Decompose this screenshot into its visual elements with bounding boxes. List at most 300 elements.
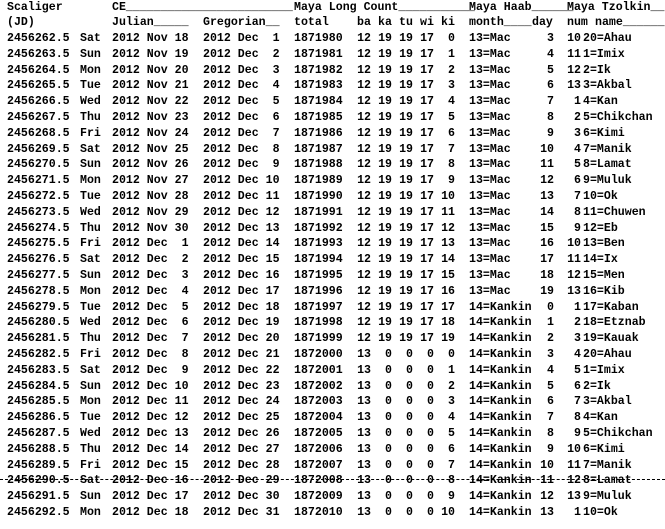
cell-total: 1871984 bbox=[294, 95, 343, 109]
cell-tzolkin-num: 12 bbox=[567, 269, 581, 282]
cell-wi: 0 bbox=[427, 474, 434, 488]
cell-gregorian: 2012 Dec 21 bbox=[203, 348, 280, 361]
cell-wi: 17 bbox=[420, 79, 434, 93]
cell-ba: 12 bbox=[357, 269, 371, 282]
cell-ba: 13 bbox=[357, 506, 371, 519]
table-row bbox=[0, 489, 665, 505]
cell-total: 1872007 bbox=[294, 458, 343, 472]
cell-gregorian: 2012 Dec 10 bbox=[203, 174, 280, 188]
cell-ka: 19 bbox=[378, 269, 392, 282]
cell-weekday: Fri bbox=[80, 348, 101, 361]
header-month: month____ bbox=[469, 16, 532, 29]
cell-ba: 12 bbox=[357, 205, 371, 219]
cell-total: 1871980 bbox=[294, 32, 343, 45]
cell-haab-month: 14=Kankin bbox=[469, 427, 532, 440]
cell-tzolkin-name: 7=Manik bbox=[583, 142, 632, 156]
cell-tzolkin-name: 12=Eb bbox=[583, 221, 618, 235]
cell-ka: 0 bbox=[385, 490, 392, 504]
cell-wi: 17 bbox=[420, 95, 434, 109]
cell-haab-day: 13 bbox=[540, 190, 554, 203]
cell-tu: 0 bbox=[406, 458, 413, 472]
cell-haab-day: 10 bbox=[540, 458, 554, 472]
cell-ba: 12 bbox=[357, 63, 371, 77]
cell-ki: 9 bbox=[448, 174, 455, 188]
cell-ba: 13 bbox=[357, 427, 371, 440]
cell-haab-day: 7 bbox=[547, 411, 554, 425]
cell-ki: 15 bbox=[441, 269, 455, 282]
cell-ki: 10 bbox=[441, 190, 455, 203]
cell-haab-month: 13=Mac bbox=[469, 174, 511, 188]
cell-gregorian: 2012 Dec 29 bbox=[203, 474, 280, 488]
cell-haab-day: 10 bbox=[540, 142, 554, 156]
cell-tu: 0 bbox=[406, 379, 413, 393]
header-gregorian: Gregorian__ bbox=[203, 16, 280, 29]
cell-ka: 19 bbox=[378, 253, 392, 267]
cell-jd: 2456269.5 bbox=[7, 142, 70, 156]
cell-jd: 2456286.5 bbox=[7, 411, 70, 425]
cell-tzolkin-num: 2 bbox=[574, 111, 581, 124]
cell-haab-day: 16 bbox=[540, 237, 554, 251]
cell-haab-month: 14=Kankin bbox=[469, 348, 532, 361]
table-row bbox=[0, 78, 665, 94]
cell-julian: 2012 Dec 4 bbox=[112, 284, 189, 298]
table-row bbox=[0, 189, 665, 205]
cell-haab-month: 13=Mac bbox=[469, 32, 511, 45]
cell-ba: 13 bbox=[357, 379, 371, 393]
cell-total: 1872006 bbox=[294, 442, 343, 456]
cell-tu: 19 bbox=[399, 269, 413, 282]
cell-total: 1871991 bbox=[294, 205, 343, 219]
cell-tzolkin-num: 10 bbox=[567, 442, 581, 456]
cell-haab-day: 12 bbox=[540, 490, 554, 504]
cell-total: 1871994 bbox=[294, 253, 343, 267]
cell-ka: 0 bbox=[385, 442, 392, 456]
table-row bbox=[0, 63, 665, 79]
cell-ka: 0 bbox=[385, 395, 392, 409]
cell-wi: 17 bbox=[420, 32, 434, 45]
cell-weekday: Thu bbox=[80, 221, 101, 235]
cell-gregorian: 2012 Dec 9 bbox=[203, 158, 280, 172]
cell-gregorian: 2012 Dec 27 bbox=[203, 442, 280, 456]
cell-wi: 17 bbox=[420, 47, 434, 61]
table-row bbox=[0, 300, 665, 316]
cell-haab-day: 19 bbox=[540, 284, 554, 298]
cell-gregorian: 2012 Dec 22 bbox=[203, 363, 280, 377]
cell-tu: 19 bbox=[399, 158, 413, 172]
cell-julian: 2012 Dec 8 bbox=[112, 348, 189, 361]
cell-ki: 11 bbox=[441, 205, 455, 219]
cell-haab-day: 17 bbox=[540, 253, 554, 267]
cell-haab-month: 13=Mac bbox=[469, 237, 511, 251]
cell-haab-day: 8 bbox=[547, 111, 554, 124]
cell-jd: 2456276.5 bbox=[7, 253, 70, 267]
cell-haab-day: 2 bbox=[547, 332, 554, 346]
cell-wi: 17 bbox=[420, 237, 434, 251]
cell-ba: 13 bbox=[357, 442, 371, 456]
cell-weekday: Wed bbox=[80, 427, 101, 440]
cell-tu: 0 bbox=[406, 348, 413, 361]
cell-haab-month: 13=Mac bbox=[469, 221, 511, 235]
cell-haab-day: 1 bbox=[547, 316, 554, 330]
cell-total: 1871990 bbox=[294, 190, 343, 203]
cell-weekday: Sat bbox=[80, 142, 101, 156]
cell-haab-day: 6 bbox=[547, 79, 554, 93]
cell-wi: 0 bbox=[427, 506, 434, 519]
cell-ka: 19 bbox=[378, 126, 392, 140]
cell-julian: 2012 Nov 21 bbox=[112, 79, 189, 93]
cell-jd: 2456288.5 bbox=[7, 442, 70, 456]
table-row bbox=[0, 205, 665, 221]
cell-tu: 0 bbox=[406, 490, 413, 504]
cell-julian: 2012 Nov 23 bbox=[112, 111, 189, 124]
cell-haab-day: 4 bbox=[547, 363, 554, 377]
cell-julian: 2012 Dec 3 bbox=[112, 269, 189, 282]
cell-ka: 19 bbox=[378, 47, 392, 61]
cell-jd: 2456267.5 bbox=[7, 111, 70, 124]
cell-ki: 8 bbox=[448, 158, 455, 172]
cell-total: 1871987 bbox=[294, 142, 343, 156]
cell-tu: 19 bbox=[399, 205, 413, 219]
cell-weekday: Fri bbox=[80, 237, 101, 251]
cell-gregorian: 2012 Dec 28 bbox=[203, 458, 280, 472]
cell-haab-day: 0 bbox=[547, 300, 554, 314]
cell-gregorian: 2012 Dec 13 bbox=[203, 221, 280, 235]
cell-ki: 3 bbox=[448, 395, 455, 409]
cell-tu: 19 bbox=[399, 300, 413, 314]
cell-weekday: Sat bbox=[80, 363, 101, 377]
cell-julian: 2012 Dec 18 bbox=[112, 506, 189, 519]
cell-tzolkin-name: 6=Kimi bbox=[583, 442, 625, 456]
cell-ka: 19 bbox=[378, 300, 392, 314]
cell-julian: 2012 Dec 9 bbox=[112, 363, 189, 377]
cell-tu: 0 bbox=[406, 506, 413, 519]
cell-jd: 2456281.5 bbox=[7, 332, 70, 346]
cell-wi: 17 bbox=[420, 126, 434, 140]
cell-jd: 2456287.5 bbox=[7, 427, 70, 440]
cell-tzolkin-name: 18=Etznab bbox=[583, 316, 646, 330]
cell-wi: 0 bbox=[427, 442, 434, 456]
cell-wi: 0 bbox=[427, 379, 434, 393]
table-row bbox=[0, 315, 665, 331]
cell-weekday: Tue bbox=[80, 411, 101, 425]
cell-julian: 2012 Nov 24 bbox=[112, 126, 189, 140]
cell-wi: 17 bbox=[420, 158, 434, 172]
cell-weekday: Sun bbox=[80, 47, 101, 61]
cell-tzolkin-num: 6 bbox=[574, 174, 581, 188]
header-jd: (JD) bbox=[7, 16, 35, 29]
cell-tzolkin-num: 4 bbox=[574, 142, 581, 156]
header-ki: ki bbox=[441, 16, 455, 29]
table-row bbox=[0, 236, 665, 252]
cell-haab-month: 13=Mac bbox=[469, 190, 511, 203]
cell-tzolkin-name: 20=Ahau bbox=[583, 348, 632, 361]
cell-ka: 19 bbox=[378, 158, 392, 172]
cell-tzolkin-name: 8=Lamat bbox=[583, 474, 632, 488]
table-row bbox=[0, 410, 665, 426]
cell-haab-month: 13=Mac bbox=[469, 158, 511, 172]
cell-haab-day: 5 bbox=[547, 63, 554, 77]
cell-total: 1871995 bbox=[294, 269, 343, 282]
cell-haab-month: 13=Mac bbox=[469, 284, 511, 298]
cell-ki: 0 bbox=[448, 348, 455, 361]
cell-ki: 8 bbox=[448, 474, 455, 488]
cell-ba: 12 bbox=[357, 32, 371, 45]
cell-ki: 5 bbox=[448, 111, 455, 124]
table-row bbox=[0, 473, 665, 489]
cell-ba: 12 bbox=[357, 174, 371, 188]
table-row bbox=[0, 252, 665, 268]
cell-tzolkin-name: 7=Manik bbox=[583, 458, 632, 472]
cell-haab-day: 15 bbox=[540, 221, 554, 235]
cell-tu: 19 bbox=[399, 332, 413, 346]
cell-ba: 12 bbox=[357, 316, 371, 330]
cell-tu: 0 bbox=[406, 427, 413, 440]
cell-tzolkin-num: 13 bbox=[567, 79, 581, 93]
cell-ka: 19 bbox=[378, 142, 392, 156]
cell-tzolkin-num: 6 bbox=[574, 379, 581, 393]
cell-tu: 19 bbox=[399, 316, 413, 330]
cell-gregorian: 2012 Dec 5 bbox=[203, 95, 280, 109]
cell-total: 1871982 bbox=[294, 63, 343, 77]
cell-gregorian: 2012 Dec 31 bbox=[203, 506, 280, 519]
cell-tu: 0 bbox=[406, 411, 413, 425]
table-row bbox=[0, 126, 665, 142]
cell-ka: 19 bbox=[378, 190, 392, 203]
cell-tzolkin-num: 11 bbox=[567, 458, 581, 472]
cell-jd: 2456278.5 bbox=[7, 284, 70, 298]
cell-haab-day: 8 bbox=[547, 427, 554, 440]
table-row bbox=[0, 347, 665, 363]
cell-ba: 12 bbox=[357, 47, 371, 61]
cell-weekday: Fri bbox=[80, 126, 101, 140]
header-total: total bbox=[294, 16, 329, 29]
cell-gregorian: 2012 Dec 19 bbox=[203, 316, 280, 330]
cell-total: 1871996 bbox=[294, 284, 343, 298]
cell-ka: 19 bbox=[378, 284, 392, 298]
cell-tzolkin-name: 5=Chikchan bbox=[583, 111, 653, 124]
cell-tzolkin-num: 3 bbox=[574, 126, 581, 140]
cell-wi: 17 bbox=[420, 316, 434, 330]
cell-total: 1872001 bbox=[294, 363, 343, 377]
cell-tzolkin-name: 4=Kan bbox=[583, 411, 618, 425]
cell-haab-month: 14=Kankin bbox=[469, 490, 532, 504]
cell-tzolkin-num: 2 bbox=[574, 316, 581, 330]
cell-wi: 17 bbox=[420, 269, 434, 282]
header-row-2 bbox=[0, 15, 665, 31]
cell-haab-day: 11 bbox=[540, 474, 554, 488]
cell-tzolkin-name: 14=Ix bbox=[583, 253, 618, 267]
cell-wi: 17 bbox=[420, 111, 434, 124]
cell-jd: 2456272.5 bbox=[7, 190, 70, 203]
cell-haab-day: 4 bbox=[547, 47, 554, 61]
cell-wi: 0 bbox=[427, 427, 434, 440]
cell-total: 1871988 bbox=[294, 158, 343, 172]
cell-tzolkin-num: 8 bbox=[574, 411, 581, 425]
table-row bbox=[0, 363, 665, 379]
cell-ka: 19 bbox=[378, 111, 392, 124]
cell-tzolkin-num: 12 bbox=[567, 63, 581, 77]
cell-gregorian: 2012 Dec 23 bbox=[203, 379, 280, 393]
cell-wi: 0 bbox=[427, 363, 434, 377]
cell-tzolkin-num: 8 bbox=[574, 205, 581, 219]
cell-ka: 0 bbox=[385, 458, 392, 472]
cell-ba: 13 bbox=[357, 458, 371, 472]
cell-wi: 0 bbox=[427, 458, 434, 472]
cell-wi: 17 bbox=[420, 221, 434, 235]
cell-gregorian: 2012 Dec 16 bbox=[203, 269, 280, 282]
table-row bbox=[0, 505, 665, 521]
cell-total: 1871999 bbox=[294, 332, 343, 346]
cell-ka: 19 bbox=[378, 221, 392, 235]
cell-haab-month: 13=Mac bbox=[469, 142, 511, 156]
cell-haab-day: 11 bbox=[540, 158, 554, 172]
cell-wi: 17 bbox=[420, 284, 434, 298]
cell-jd: 2456262.5 bbox=[7, 32, 70, 45]
cell-gregorian: 2012 Dec 18 bbox=[203, 300, 280, 314]
cell-haab-month: 13=Mac bbox=[469, 269, 511, 282]
cell-total: 1871997 bbox=[294, 300, 343, 314]
cell-tzolkin-name: 8=Lamat bbox=[583, 158, 632, 172]
cell-julian: 2012 Nov 26 bbox=[112, 158, 189, 172]
header-maya-tzolkin: Maya Tzolkin__ bbox=[567, 1, 665, 14]
cell-tzolkin-num: 12 bbox=[567, 474, 581, 488]
cell-tu: 0 bbox=[406, 474, 413, 488]
cell-tzolkin-name: 6=Kimi bbox=[583, 126, 625, 140]
cell-total: 1872009 bbox=[294, 490, 343, 504]
cell-tzolkin-name: 9=Muluk bbox=[583, 174, 632, 188]
cell-haab-month: 14=Kankin bbox=[469, 458, 532, 472]
cell-haab-month: 14=Kankin bbox=[469, 300, 532, 314]
cell-tzolkin-name: 19=Kauak bbox=[583, 332, 639, 346]
cell-tzolkin-num: 5 bbox=[574, 363, 581, 377]
cell-tzolkin-num: 1 bbox=[574, 300, 581, 314]
cell-weekday: Sun bbox=[80, 379, 101, 393]
cell-wi: 17 bbox=[420, 174, 434, 188]
cell-ba: 12 bbox=[357, 300, 371, 314]
cell-julian: 2012 Dec 15 bbox=[112, 458, 189, 472]
cell-weekday: Tue bbox=[80, 190, 101, 203]
header-day: day bbox=[532, 16, 553, 29]
table-row bbox=[0, 284, 665, 300]
cell-tzolkin-name: 16=Kib bbox=[583, 284, 625, 298]
cell-ka: 19 bbox=[378, 95, 392, 109]
cell-ka: 0 bbox=[385, 379, 392, 393]
cell-julian: 2012 Dec 13 bbox=[112, 427, 189, 440]
cell-ka: 0 bbox=[385, 348, 392, 361]
cell-ba: 12 bbox=[357, 190, 371, 203]
cell-total: 1872004 bbox=[294, 411, 343, 425]
cell-total: 1872010 bbox=[294, 506, 343, 519]
cell-tzolkin-num: 9 bbox=[574, 427, 581, 440]
cell-haab-month: 13=Mac bbox=[469, 253, 511, 267]
cell-jd: 2456285.5 bbox=[7, 395, 70, 409]
cell-tzolkin-num: 5 bbox=[574, 158, 581, 172]
cell-wi: 17 bbox=[420, 253, 434, 267]
cell-weekday: Fri bbox=[80, 458, 101, 472]
cell-ba: 13 bbox=[357, 474, 371, 488]
cell-haab-day: 12 bbox=[540, 174, 554, 188]
cell-julian: 2012 Nov 27 bbox=[112, 174, 189, 188]
cell-julian: 2012 Dec 7 bbox=[112, 332, 189, 346]
cell-julian: 2012 Nov 22 bbox=[112, 95, 189, 109]
cell-weekday: Sat bbox=[80, 32, 101, 45]
cell-tu: 0 bbox=[406, 395, 413, 409]
cell-julian: 2012 Nov 18 bbox=[112, 32, 189, 45]
cell-haab-day: 18 bbox=[540, 269, 554, 282]
cell-ki: 5 bbox=[448, 427, 455, 440]
cell-gregorian: 2012 Dec 7 bbox=[203, 126, 280, 140]
cell-tzolkin-name: 1=Imix bbox=[583, 363, 625, 377]
cell-gregorian: 2012 Dec 24 bbox=[203, 395, 280, 409]
cell-haab-day: 14 bbox=[540, 205, 554, 219]
cell-tu: 0 bbox=[406, 442, 413, 456]
cell-tzolkin-num: 13 bbox=[567, 284, 581, 298]
cell-ba: 12 bbox=[357, 221, 371, 235]
cell-ka: 19 bbox=[378, 237, 392, 251]
table-row bbox=[0, 94, 665, 110]
header-maya-long-count: Maya Long Count___________ bbox=[294, 1, 475, 14]
cell-total: 1872005 bbox=[294, 427, 343, 440]
cell-gregorian: 2012 Dec 4 bbox=[203, 79, 280, 93]
cell-gregorian: 2012 Dec 3 bbox=[203, 63, 280, 77]
table-row bbox=[0, 394, 665, 410]
cell-ki: 7 bbox=[448, 142, 455, 156]
cell-tzolkin-name: 20=Ahau bbox=[583, 32, 632, 45]
cell-ki: 6 bbox=[448, 126, 455, 140]
cell-weekday: Sat bbox=[80, 474, 101, 488]
cell-tu: 19 bbox=[399, 142, 413, 156]
cell-jd: 2456290.5 bbox=[7, 474, 70, 488]
cell-tzolkin-name: 2=Ik bbox=[583, 63, 611, 77]
cell-wi: 17 bbox=[420, 332, 434, 346]
cell-tu: 19 bbox=[399, 126, 413, 140]
header-wi: wi bbox=[420, 16, 434, 29]
cell-haab-month: 13=Mac bbox=[469, 63, 511, 77]
cell-jd: 2456265.5 bbox=[7, 79, 70, 93]
cell-julian: 2012 Dec 17 bbox=[112, 490, 189, 504]
cell-weekday: Tue bbox=[80, 300, 101, 314]
cell-jd: 2456289.5 bbox=[7, 458, 70, 472]
cell-jd: 2456264.5 bbox=[7, 63, 70, 77]
cell-ka: 19 bbox=[378, 174, 392, 188]
table-row bbox=[0, 426, 665, 442]
cell-julian: 2012 Dec 12 bbox=[112, 411, 189, 425]
cell-julian: 2012 Dec 14 bbox=[112, 442, 189, 456]
cell-gregorian: 2012 Dec 25 bbox=[203, 411, 280, 425]
cell-ki: 10 bbox=[441, 506, 455, 519]
cell-tu: 19 bbox=[399, 190, 413, 203]
cell-ba: 13 bbox=[357, 348, 371, 361]
cell-tzolkin-num: 9 bbox=[574, 221, 581, 235]
cell-ki: 7 bbox=[448, 458, 455, 472]
cell-ba: 12 bbox=[357, 111, 371, 124]
cell-haab-month: 13=Mac bbox=[469, 111, 511, 124]
cell-tzolkin-name: 2=Ik bbox=[583, 379, 611, 393]
table-row bbox=[0, 157, 665, 173]
cell-total: 1872003 bbox=[294, 395, 343, 409]
cell-tzolkin-num: 4 bbox=[574, 348, 581, 361]
cell-ki: 16 bbox=[441, 284, 455, 298]
cell-jd: 2456266.5 bbox=[7, 95, 70, 109]
cell-gregorian: 2012 Dec 26 bbox=[203, 427, 280, 440]
cell-tzolkin-name: 3=Akbal bbox=[583, 395, 632, 409]
cell-jd: 2456284.5 bbox=[7, 379, 70, 393]
cell-weekday: Thu bbox=[80, 442, 101, 456]
cell-ki: 1 bbox=[448, 47, 455, 61]
cell-tzolkin-num: 11 bbox=[567, 253, 581, 267]
cell-ba: 12 bbox=[357, 126, 371, 140]
cell-haab-month: 13=Mac bbox=[469, 95, 511, 109]
